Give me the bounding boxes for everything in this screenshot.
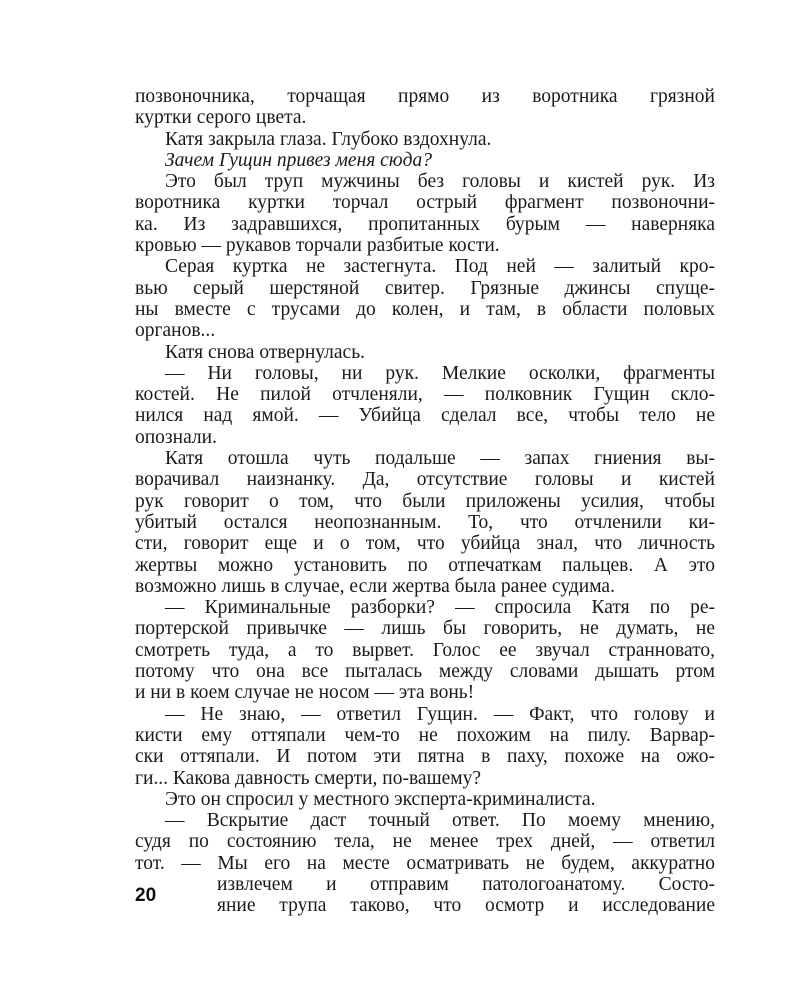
text-line: ны вместе с трусами до колен, и там, в области половых	[135, 298, 715, 320]
text-line: Катя снова отвернулась.	[165, 341, 365, 363]
text-line: Это был труп мужчины без головы и кистей рук. Из	[165, 171, 715, 193]
text-line: вью серый шерстяной свитер. Грязные джинсы спуще-	[135, 277, 715, 299]
text-line: ворачивал наизнанку. Да, отсутствие головы и кистей	[135, 469, 715, 491]
text-line: кровью — рукавов торчали разбитые кости.	[135, 235, 500, 257]
text-line: — Не знаю, — ответил Гущин. — Факт, что голову и	[165, 703, 715, 725]
text-line: смотреть туда, а то вырвет. Голос ее звучал странновато,	[135, 639, 715, 661]
text-line: яние трупа таково, что осмотр и исследование	[217, 895, 715, 917]
text-line: — Вскрытие даст точный ответ. По моему мнению,	[165, 810, 715, 832]
text-line: Катя отошла чуть подальше — запах гниения вы-	[165, 448, 715, 470]
text-line: опознали.	[135, 426, 217, 448]
text-line: воротника куртки торчал острый фрагмент позвоночни-	[135, 192, 715, 214]
text-line: возможно лишь в случае, если жертва была ранее судима.	[135, 575, 615, 597]
text-line: и ни в коем случае не носом — эта вонь!	[135, 682, 475, 704]
text-line: ка. Из задравшихся, пропитанных бурым — наверняка	[135, 213, 715, 235]
text-line: нился над ямой. — Убийца сделал все, чтобы тело не	[135, 405, 715, 427]
text-line: органов...	[135, 320, 216, 342]
text-line: — Ни головы, ни рук. Мелкие осколки, фрагменты	[165, 362, 715, 384]
text-line: Это он спросил у местного эксперта-криминалиста.	[165, 788, 596, 810]
text-line: Серая куртка не застегнута. Под ней — залитый кро-	[165, 256, 715, 278]
text-line: ски оттяпали. И потом эти пятна в паху, похоже на ожо-	[135, 746, 715, 768]
text-line: судя по состоянию тела, не менее трех дней, — ответил	[135, 831, 715, 853]
text-line: Зачем Гущин привез меня сюда?	[165, 149, 432, 171]
text-line: — Криминальные разборки? — спросила Катя по ре-	[165, 597, 715, 619]
text-line: портерской привычке — лишь бы говорить, не думать, не	[135, 618, 715, 640]
text-line: убитый остался неопознанным. То, что отчленили ки-	[135, 511, 715, 533]
text-line: потому что она все пыталась между словами дышать ртом	[135, 661, 715, 683]
text-line: ги... Какова давность смерти, по-вашему?	[135, 767, 482, 789]
text-line: рук говорит о том, что были приложены усилия, чтобы	[135, 490, 715, 512]
text-line: костей. Не пилой отчленяли, — полковник Гущин скло-	[135, 384, 715, 406]
page-number: 20	[135, 885, 157, 906]
text-line: позвоночника, торчащая прямо из воротника грязной	[135, 86, 715, 107]
text-line: извлечем и отправим патологоанатому. Состо-	[217, 873, 715, 895]
text-line: жертвы можно установить по отпечаткам пальцев. А это	[135, 554, 715, 576]
page-text-block	[135, 86, 715, 917]
text-line: куртки серого цвета.	[135, 107, 307, 129]
text-line: тот. — Мы его на месте осматривать не будем, аккуратно	[135, 852, 715, 874]
text-line: кисти ему оттяпали чем-то не похожим на пилу. Варвар-	[135, 724, 715, 746]
text-line: сти, говорит еще и о том, что убийца знал, что личность	[135, 533, 715, 555]
text-line: Катя закрыла глаза. Глубоко вздохнула.	[165, 128, 492, 150]
